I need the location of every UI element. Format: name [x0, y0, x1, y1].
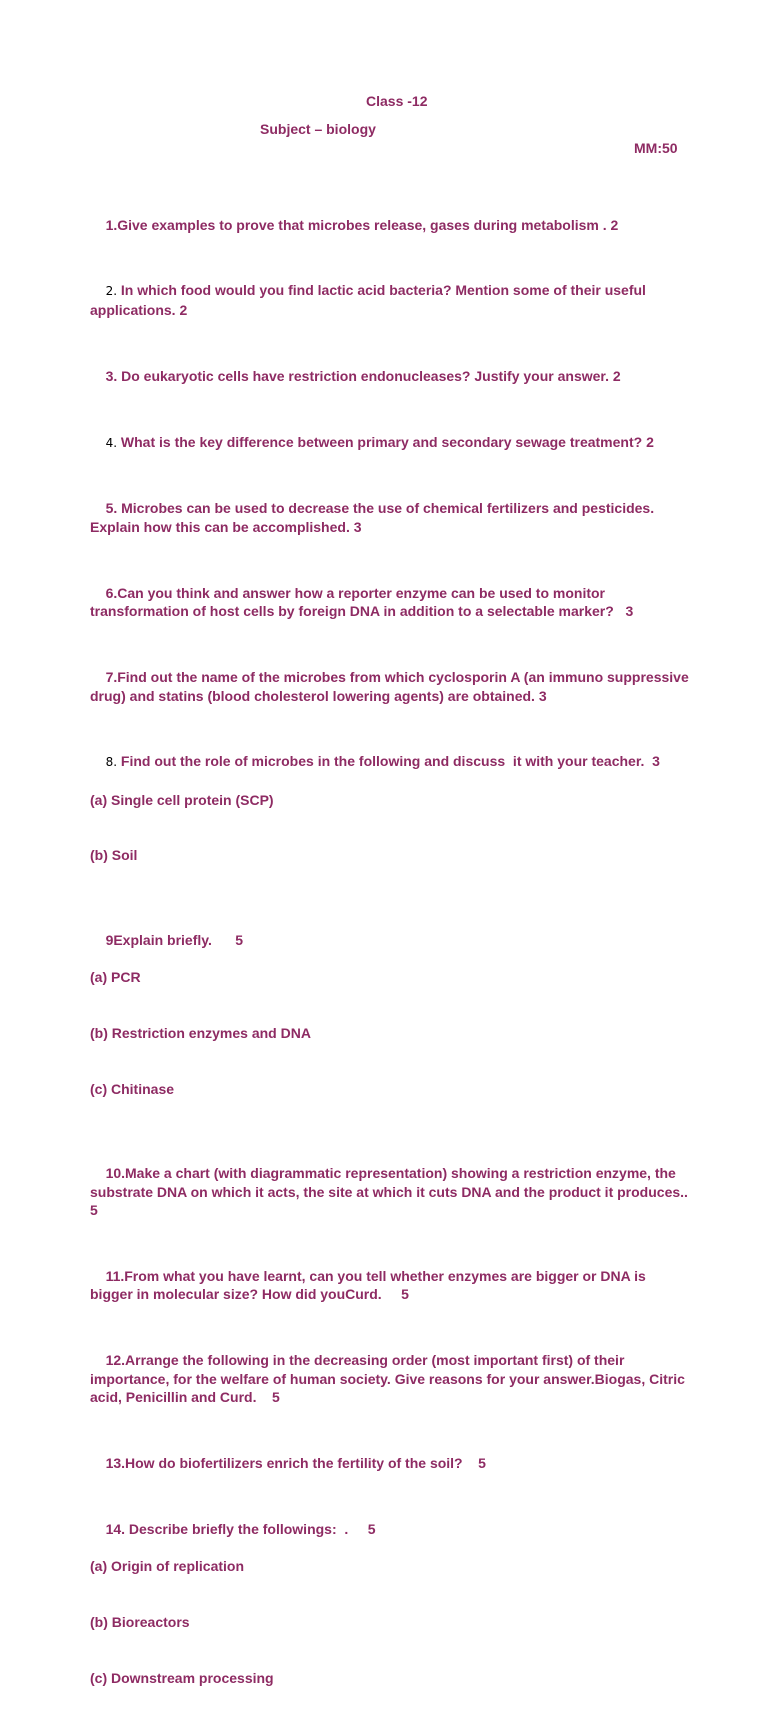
question-text: 9Explain briefly. 5: [105, 931, 244, 948]
question-6: [90, 565, 690, 639]
question-4: [90, 414, 690, 471]
sub-item: (a) Single cell protein (SCP): [90, 791, 274, 808]
sub-item: (b) Bioreactors: [90, 1613, 190, 1630]
question-text: In which food would you find lactic acid bacteria? Mention some of their useful applications. 2: [90, 282, 650, 318]
question-text: 10.Make a chart (with diagrammatic representation) showing a restriction enzyme, the substrate DNA on which it acts, the site at which it cuts DNA and the product it produces.. 5: [90, 1164, 708, 1219]
question-text: 3. Do eukaryotic cells have restriction endonucleases? Justify your answer. 2: [105, 367, 621, 384]
subject-label: Subject – biology: [260, 121, 376, 137]
question-3: [90, 348, 690, 404]
question-text: 12.Arrange the following in the decreasing order (most important first) of their importance, for the welfare of human society. Give reasons for your answer.Biogas, Citric acid, Penicillin and Curd. 5: [90, 1352, 689, 1406]
question-number: 8.: [105, 755, 118, 770]
question-12: [90, 1333, 690, 1426]
question-number: 4.: [105, 435, 118, 450]
max-marks-label: MM:50: [634, 140, 678, 156]
question-14: [90, 1501, 690, 1724]
question-text: 7.Find out the name of the microbes from which cyclosporin A (an immuno suppressive drug) and statins (blood cholesterol lowering agents) are obtained. 3: [90, 669, 693, 704]
question-13: [90, 1436, 690, 1492]
question-7: [90, 649, 693, 723]
question-8: [90, 734, 690, 902]
sub-item: (a) Origin of replication: [90, 1558, 245, 1575]
question-text: 5. Microbes can be used to decrease the use of chemical fertilizers and pesticides. Explain how this can be accomplished. 3: [90, 500, 658, 535]
sub-item: (c) Downstream processing: [90, 1669, 274, 1686]
question-text: What is the key difference between primary and secondary sewage treatment? 2: [117, 433, 654, 450]
question-1: [90, 197, 690, 253]
question-number: 2.: [105, 284, 118, 299]
sub-item: (c) Chitinase: [90, 1080, 175, 1097]
question-5: [90, 481, 690, 555]
sub-item: (a) PCR: [90, 968, 141, 985]
question-11: [90, 1248, 690, 1322]
question-text: 14. Describe briefly the followings: . 5: [105, 1521, 376, 1537]
class-label: Class -12: [366, 93, 428, 109]
question-text: 13.How do biofertilizers enrich the fertility of the soil? 5: [105, 1455, 486, 1472]
worksheet-header: [0, 0, 768, 170]
question-text: 6.Can you think and answer how a reporter enzyme can be used to monitor transformation of host cells by foreign DNA in addition to a selectable marker? 3: [90, 584, 634, 620]
question-2: [90, 263, 690, 338]
sub-item: (b) Soil: [90, 847, 138, 864]
question-list: [90, 197, 708, 1735]
question-text: Find out the role of microbes in the following and discuss it with your teacher. 3: [117, 753, 660, 770]
sub-item: (b) Restriction enzymes and DNA: [90, 1024, 311, 1041]
question-text: 1.Give examples to prove that microbes release, gases during metabolism . 2: [105, 216, 619, 233]
question-10: [90, 1145, 708, 1238]
question-text: 11.From what you have learnt, can you tell whether enzymes are bigger or DNA is bigger in molecular size? How did youCurd. 5: [90, 1267, 650, 1303]
